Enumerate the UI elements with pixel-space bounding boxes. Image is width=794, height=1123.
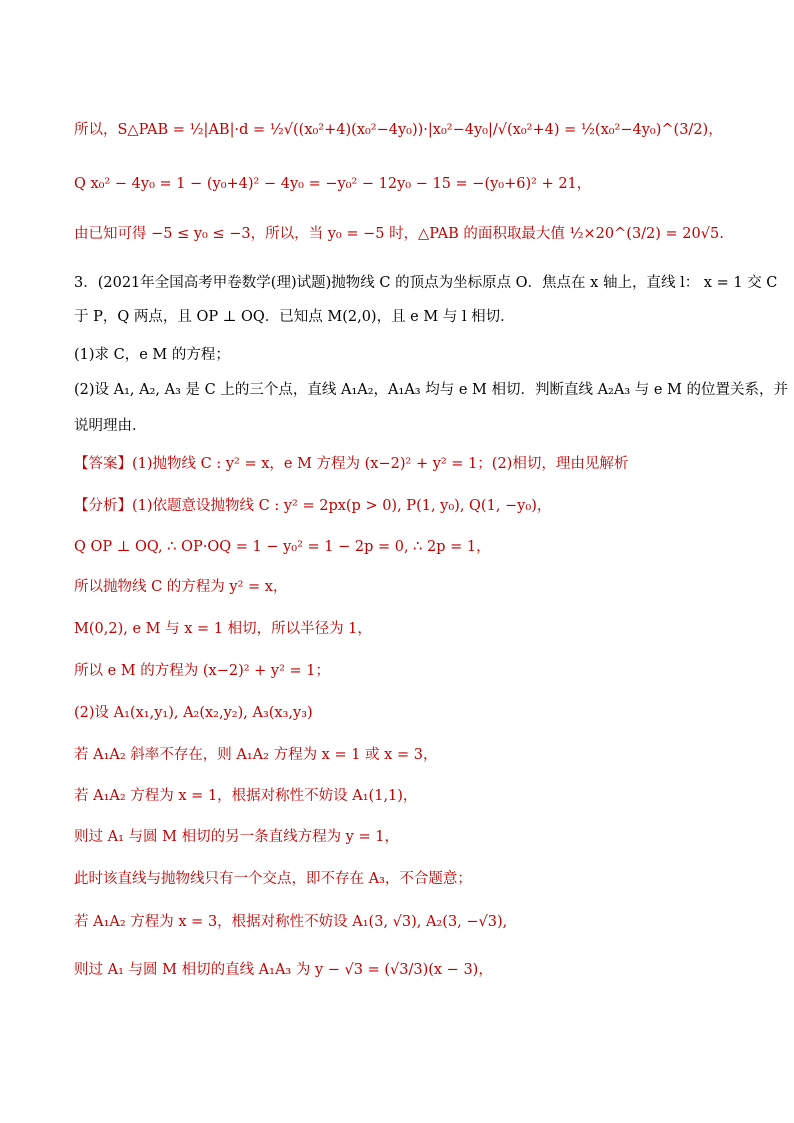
analysis-line-4: M(0,2), e M 与 x = 1 相切，所以半径为 1， [74,621,372,637]
analysis-line-2: Q OP ⊥ OQ, ∴ OP·OQ = 1 − y₀² = 1 − 2p = 0, ∴ 2p = 1， [74,539,491,555]
solution-line-2: Q x₀² − 4y₀ = 1 − (y₀+4)² − 4y₀ = −y₀² − 12y₀ − 15 = −(y₀+6)² + 21， [74,176,592,192]
analysis-line-1: 【分析】(1)依题意设抛物线 C : y² = 2px(p > 0), P(1, y₀), Q(1, −y₀)， [74,498,552,514]
problem-line-5: 说明理由． [74,418,147,434]
solution-line-3: 由已知可得 −5 ≤ y₀ ≤ −3，所以，当 y₀ = −5 时，△PAB 的面积取最大值 ½×20^(3/2) = 20√5. [74,226,724,242]
solution-line-1: 所以，S△PAB = ½|AB|·d = ½√((x₀²+4)(x₀²−4y₀))·|x₀²−4y₀|/√(x₀²+4) = ½(x₀²−4y₀)^(3/2)， [74,122,723,138]
analysis-line-5: 所以 e M 的方程为 (x−2)² + y² = 1； [74,663,331,679]
analysis-line-12: 则过 A₁ 与圆 M 相切的直线 A₁A₃ 为 y − √3 = (√3/3)(x − 3)， [74,962,493,978]
analysis-line-7: 若 A₁A₂ 斜率不存在，则 A₁A₂ 方程为 x = 1 或 x = 3， [74,747,438,763]
problem-line-3: (1)求 C，e M 的方程； [74,347,230,363]
analysis-line-10: 此时该直线与抛物线只有一个交点，即不存在 A₃，不合题意； [74,871,472,887]
analysis-line-6: (2)设 A₁(x₁,y₁), A₂(x₂,y₂), A₃(x₃,y₃) [74,705,313,721]
analysis-line-9: 则过 A₁ 与圆 M 相切的另一条直线方程为 y = 1， [74,829,399,845]
problem-line-4: (2)设 A₁, A₂, A₃ 是 C 上的三个点，直线 A₁A₂，A₁A₃ 均与 e M 相切．判断直线 A₂A₃ 与 e M 的位置关系，并 [74,382,789,398]
problem-line-1: 3．(2021年全国高考甲卷数学(理)试题)抛物线 C 的顶点为坐标原点 O．焦点在 x 轴上，直线 l： x = 1 交 C [74,275,778,291]
answer-line: 【答案】(1)抛物线 C : y² = x，e M 方程为 (x−2)² + y² = 1；(2)相切，理由见解析 [74,456,629,472]
analysis-line-3: 所以抛物线 C 的方程为 y² = x， [74,579,288,595]
problem-line-2: 于 P，Q 两点，且 OP ⊥ OQ．已知点 M(2,0)，且 e M 与 l 相切． [74,309,515,325]
analysis-line-8: 若 A₁A₂ 方程为 x = 1，根据对称性不妨设 A₁(1,1)， [74,788,418,804]
analysis-line-11: 若 A₁A₂ 方程为 x = 3，根据对称性不妨设 A₁(3, √3), A₂(3, −√3), [74,914,508,930]
